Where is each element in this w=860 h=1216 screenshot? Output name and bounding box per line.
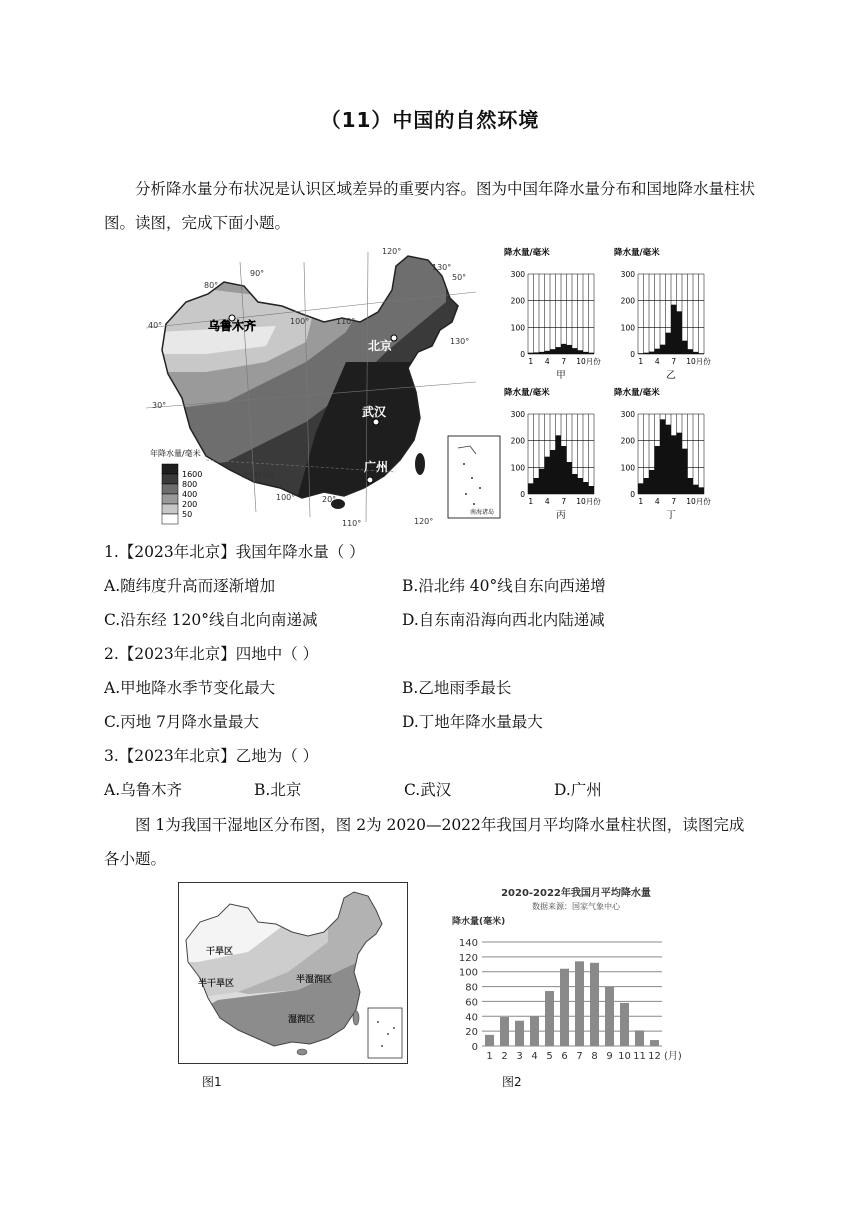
lat-label: 50° — [452, 273, 467, 282]
lon-label: 80° — [204, 281, 219, 290]
climate-bar — [528, 483, 534, 494]
climate-bar — [638, 353, 644, 354]
climate-bar — [660, 345, 666, 354]
lon-label: 130° — [450, 337, 470, 346]
y-tick-label: 300 — [620, 270, 635, 279]
chart-title: 2020-2022年我国月平均降水量 — [501, 888, 651, 899]
climate-bar — [644, 478, 650, 494]
climate-bar — [572, 348, 578, 354]
climate-bar — [671, 435, 677, 494]
climate-bar — [699, 353, 705, 354]
x-tick-label: 2 — [501, 1051, 508, 1062]
x-tick-label: 7 — [671, 497, 677, 506]
climate-bar — [699, 487, 705, 494]
climate-bar — [649, 352, 655, 354]
region-label-arid: 干旱区 — [206, 947, 234, 957]
climate-bar — [567, 345, 573, 354]
question-3-option-a[interactable]: A.乌鲁木齐 — [104, 781, 183, 799]
x-tick-label: 7 — [561, 357, 567, 366]
y-tick-label: 200 — [510, 436, 525, 446]
climate-bar — [693, 485, 699, 494]
climate-bar — [545, 457, 551, 494]
y-tick-label: 20 — [465, 1027, 478, 1039]
x-tick-label: 4 — [531, 1051, 538, 1062]
climate-bar — [655, 446, 661, 494]
climate-ylabel: 降水量/毫米 — [614, 248, 660, 258]
climate-bar — [666, 425, 672, 494]
x-tick-label: 10 — [618, 1051, 631, 1062]
monthly-bar — [635, 1030, 644, 1046]
city-label-guangzhou: 广州 — [364, 460, 389, 474]
climate-bar — [556, 347, 562, 354]
city-label-beijing: 北京 — [368, 339, 393, 353]
region-label-semi-arid: 半干旱区 — [198, 979, 235, 989]
tropic-label: 北回归线 — [242, 471, 274, 480]
climate-bar — [534, 352, 540, 354]
monthly-bar — [485, 1035, 494, 1046]
x-tick-label: 3 — [516, 1051, 523, 1062]
x-tick-label: 11 — [633, 1051, 646, 1062]
monthly-bar — [515, 1021, 524, 1046]
question-2-option-c[interactable]: C.丙地 7月降水量最大 — [104, 713, 260, 731]
x-tick-label: 12 — [648, 1051, 661, 1062]
climate-bar — [539, 469, 545, 494]
climate-bar — [671, 305, 677, 354]
question-3-option-c[interactable]: C.武汉 — [404, 781, 452, 799]
question-2-option-d[interactable]: D.丁地年降水量最大 — [402, 713, 543, 731]
figure-2-caption: 图2 — [502, 1075, 522, 1089]
intro-paragraph-1: 分析降水量分布状况是认识区域差异的重要内容。图为中国年降水量分布和国地降水量柱状图。读图，完成下面小题。 — [104, 180, 756, 232]
y-tick-label: 0 — [520, 350, 525, 359]
x-tick-label: 4 — [654, 357, 660, 366]
y-tick-label: 100 — [510, 323, 525, 333]
climate-bar — [660, 419, 666, 494]
legend-value: 1600 — [182, 470, 203, 479]
y-tick-label: 140 — [458, 938, 478, 949]
climate-bar — [688, 478, 694, 494]
monthly-bar — [575, 961, 584, 1046]
climate-bar — [644, 353, 650, 354]
x-tick-label: 1 — [528, 497, 534, 506]
y-tick-label: 200 — [620, 436, 635, 446]
x-tick-label: 9 — [606, 1051, 613, 1062]
climate-bar — [583, 482, 589, 494]
x-tick-label: 7 — [576, 1051, 583, 1062]
question-2-option-a[interactable]: A.甲地降水季节变化最大 — [104, 679, 276, 697]
y-tick-label: 200 — [510, 296, 525, 306]
y-tick-label: 40 — [465, 1012, 478, 1024]
y-tick-label: 300 — [510, 410, 525, 419]
monthly-bar — [530, 1016, 539, 1046]
lat-label: 40° — [148, 321, 163, 330]
x-tick-label: 7 — [561, 497, 567, 506]
y-tick-label: 200 — [620, 296, 635, 306]
climate-charts — [502, 242, 716, 520]
y-tick-label: 0 — [520, 490, 525, 499]
monthly-precipitation-chart — [448, 882, 704, 1070]
question-1-option-c[interactable]: C.沿东经 120°线自北向南递减 — [104, 611, 318, 629]
climate-bar — [677, 433, 683, 494]
x-tick-label: 10月份 — [576, 357, 601, 366]
chart-xlabel: (月) — [664, 1051, 682, 1062]
climate-bar — [682, 341, 688, 354]
city-label-urumqi: 乌鲁木齐 — [208, 319, 257, 333]
climate-chart-name: 甲 — [556, 370, 566, 381]
climate-chart-2 — [614, 247, 711, 381]
y-tick-label: 120 — [458, 952, 478, 964]
climate-bar — [567, 462, 573, 494]
precipitation-map — [146, 242, 506, 532]
monthly-bar — [650, 1040, 659, 1046]
climate-bar — [589, 486, 595, 494]
climate-bar — [556, 435, 562, 494]
y-tick-label: 300 — [510, 270, 525, 279]
lon-label: 110° — [342, 519, 362, 528]
legend-value: 50 — [182, 510, 193, 519]
monthly-bar — [545, 991, 554, 1046]
legend-value: 200 — [182, 500, 198, 509]
inset-label: 南海诸岛 — [470, 509, 495, 516]
climate-chart-4 — [614, 387, 711, 520]
climate-bar — [539, 352, 545, 354]
x-tick-label: 1 — [528, 357, 534, 366]
climate-ylabel: 降水量/毫米 — [614, 388, 660, 398]
y-tick-label: 80 — [465, 982, 478, 994]
legend-value: 800 — [182, 480, 198, 489]
question-2-stem: 2.【2023年北京】四地中（ ） — [104, 645, 319, 663]
y-tick-label: 100 — [620, 323, 635, 333]
intro-paragraph-2: 图 1为我国干湿地区分布图，图 2为 2020—2022年我国月平均降水量柱状图，读图完成各小题。 — [104, 816, 745, 868]
lat-label: 20° — [322, 495, 337, 504]
climate-bar — [589, 353, 595, 354]
lon-label: 120° — [382, 247, 402, 256]
climate-chart-name: 乙 — [666, 370, 676, 381]
x-tick-label: 1 — [486, 1051, 493, 1062]
climate-bar — [693, 352, 699, 354]
legend-title: 年降水量/毫米 — [150, 449, 201, 458]
y-tick-label: 0 — [471, 1042, 478, 1053]
x-tick-label: 10月份 — [576, 497, 601, 506]
climate-ylabel: 降水量/毫米 — [504, 248, 550, 258]
lat-label: 30° — [152, 401, 167, 410]
y-tick-label: 300 — [620, 410, 635, 419]
climate-chart-name: 丁 — [666, 510, 676, 520]
climate-bar — [638, 483, 644, 494]
page-title: （11）中国的自然环境 — [320, 108, 540, 132]
question-1-stem: 1.【2023年北京】我国年降水量（ ） — [104, 543, 365, 561]
region-label-semi-humid: 半湿润区 — [296, 975, 333, 985]
climate-bar — [561, 344, 567, 354]
region-label-humid: 湿润区 — [288, 1015, 316, 1025]
question-1-option-a[interactable]: A.随纬度升高而逐渐增加 — [104, 577, 276, 595]
climate-bar — [578, 478, 584, 494]
climate-bar — [550, 450, 556, 494]
climate-bar — [545, 351, 551, 354]
city-label-wuhan: 武汉 — [362, 405, 387, 419]
climate-chart-1 — [504, 247, 601, 381]
climate-bar — [682, 449, 688, 494]
y-tick-label: 60 — [465, 997, 478, 1009]
lon-label: 130° — [432, 263, 452, 272]
dry-wet-regions-map — [178, 882, 408, 1070]
question-1-option-b[interactable]: B.沿北纬 40°线自东向西递增 — [402, 577, 606, 595]
x-tick-label: 10月份 — [686, 497, 711, 506]
climate-bar — [655, 349, 661, 354]
climate-bar — [572, 474, 578, 494]
x-tick-label: 7 — [671, 357, 677, 366]
climate-bar — [578, 350, 584, 354]
x-tick-label: 1 — [638, 497, 644, 506]
climate-bar — [583, 352, 589, 354]
south-china-sea-inset — [448, 436, 500, 518]
chart-subtitle: 数据来源：国家气象中心 — [532, 902, 620, 911]
climate-bar — [688, 349, 694, 354]
lon-label: 100° — [276, 493, 296, 502]
lon-label: 90° — [250, 269, 265, 278]
x-tick-label: 4 — [544, 497, 550, 506]
question-3-option-d[interactable]: D.广州 — [554, 781, 602, 799]
question-1-option-d[interactable]: D.自东南沿海向西北内陆递减 — [402, 611, 605, 629]
lon-label: 110° — [336, 317, 356, 326]
lon-label: 100° — [290, 317, 310, 326]
question-3-option-b[interactable]: B.北京 — [254, 781, 302, 799]
monthly-bar — [620, 1003, 629, 1046]
question-3-stem: 3.【2023年北京】乙地为（ ） — [104, 747, 319, 765]
chart-ylabel: 降水量(毫米) — [452, 917, 506, 927]
climate-bar — [649, 470, 655, 494]
x-tick-label: 10月份 — [686, 357, 711, 366]
figure-1-caption: 图1 — [202, 1075, 222, 1089]
x-tick-label: 1 — [638, 357, 644, 366]
legend-value: 400 — [182, 490, 198, 499]
y-tick-label: 0 — [630, 490, 635, 499]
y-tick-label: 100 — [458, 967, 478, 979]
climate-chart-3 — [504, 387, 601, 520]
climate-bar — [534, 478, 540, 494]
y-tick-label: 0 — [630, 350, 635, 359]
x-tick-label: 5 — [546, 1051, 553, 1062]
question-2-option-b[interactable]: B.乙地雨季最长 — [402, 679, 512, 697]
climate-bar — [666, 333, 672, 354]
monthly-bar — [605, 987, 614, 1046]
monthly-bar — [590, 963, 599, 1046]
x-tick-label: 4 — [544, 357, 550, 366]
y-tick-label: 100 — [620, 463, 635, 473]
climate-ylabel: 降水量/毫米 — [504, 388, 550, 398]
lon-label: 120° — [414, 517, 434, 526]
x-tick-label: 6 — [561, 1051, 568, 1062]
climate-bar — [528, 353, 534, 354]
climate-bar — [677, 311, 683, 354]
monthly-bar — [560, 969, 569, 1046]
climate-bar — [561, 446, 567, 494]
climate-bar — [550, 349, 556, 354]
y-tick-label: 100 — [510, 463, 525, 473]
monthly-bar — [500, 1017, 509, 1046]
x-tick-label: 8 — [591, 1051, 598, 1062]
climate-chart-name: 丙 — [556, 510, 566, 520]
x-tick-label: 4 — [654, 497, 660, 506]
